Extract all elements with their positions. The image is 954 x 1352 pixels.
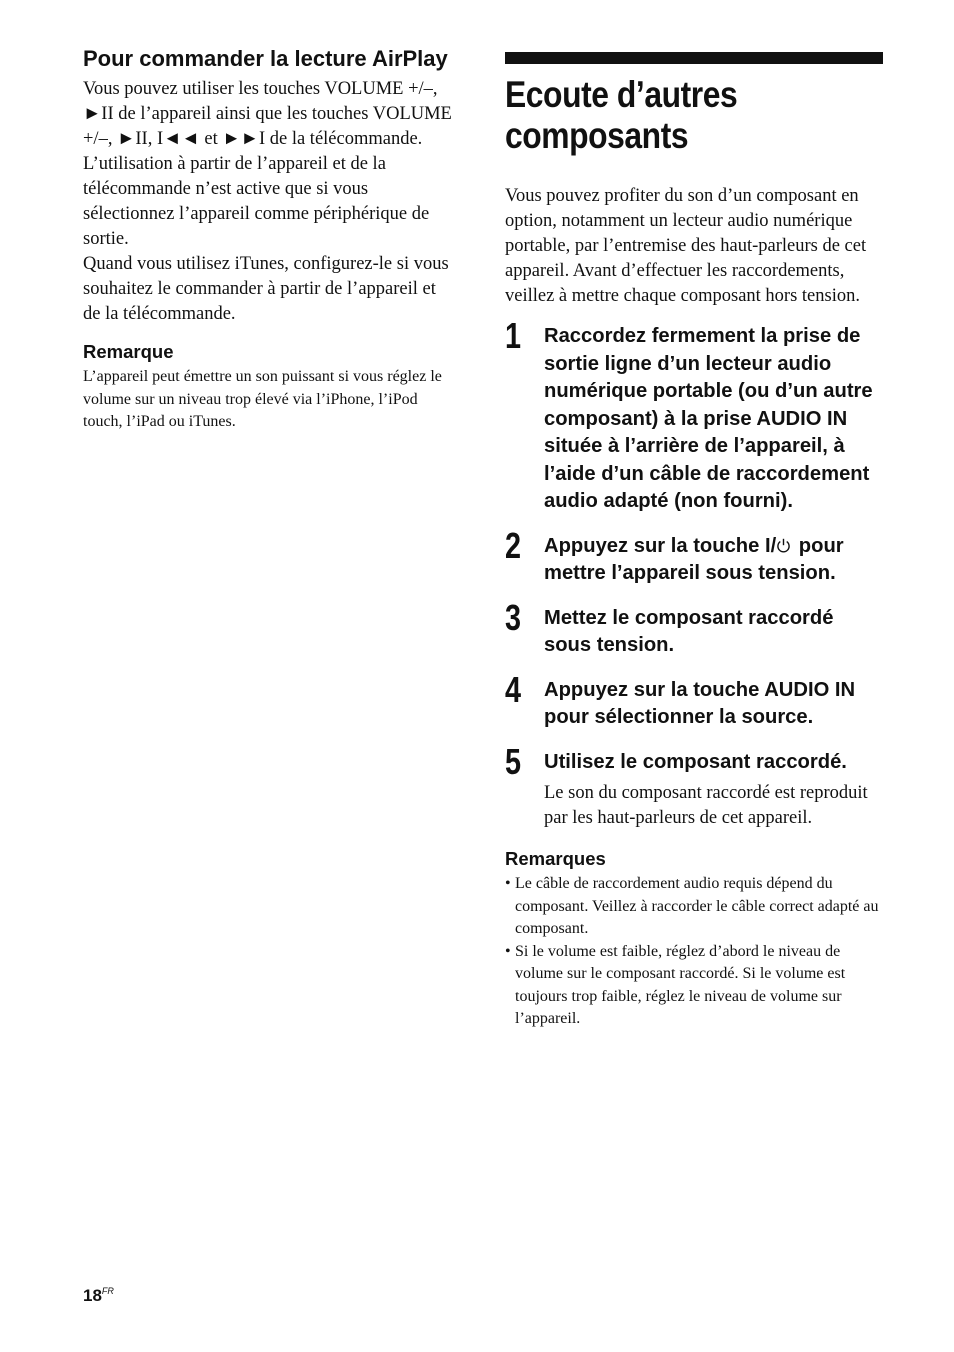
note-heading: Remarque — [83, 341, 174, 362]
page-number — [83, 1281, 114, 1306]
step-text: Appuyez sur la touche AUDIO IN pour sélectionner la source. — [544, 678, 856, 728]
note-item-text: Le câble de raccordement audio requis dépend du composant. Veillez à raccorder le câble correct adapté au composant. — [515, 875, 879, 937]
step-detail: Le son du composant raccordé est reproduit par les haut-parleurs de cet appareil. — [544, 783, 868, 828]
right-column — [505, 52, 883, 1031]
airplay-paragraph-2: Quand vous utilisez iTunes, configurez-le si vous souhaitez le commander à partir de l’appareil et de la télécommande. — [83, 254, 449, 324]
page-number-value: 18 — [83, 1286, 102, 1305]
notes-heading: Remarques — [505, 848, 606, 869]
step-number: 5 — [505, 740, 522, 782]
step-text — [544, 533, 883, 588]
left-column — [83, 46, 455, 434]
step-3 — [505, 596, 883, 660]
step-number: 4 — [505, 668, 522, 710]
step-number: 2 — [505, 524, 522, 566]
list-item — [505, 941, 883, 1031]
note-text: L’appareil peut émettre un son puissant si vous réglez le volume sur un niveau trop élevé via l’iPhone, l’iPod touch, l’iPad ou iTunes. — [83, 368, 442, 430]
step-text: Utilisez le composant raccordé. — [544, 750, 847, 773]
section-intro: Vous pouvez profiter du son d’un composant en option, notamment un lecteur audio numérique portable, par l’entremise des haut-parleurs de cet appareil. Avant d’effectuer les raccordements, veillez à mettre chaque composant hors tension. — [505, 186, 867, 306]
step-number: 1 — [505, 315, 522, 356]
step-text-before: Appuyez sur la touche I/ — [544, 534, 777, 557]
step-2 — [505, 524, 883, 588]
power-icon — [776, 538, 791, 553]
list-item — [505, 873, 883, 941]
airplay-heading: Pour commander la lecture AirPlay — [83, 46, 448, 71]
step-5 — [505, 740, 883, 832]
step-4 — [505, 668, 883, 732]
notes-list — [505, 873, 883, 1031]
step-1 — [505, 315, 883, 516]
bullet-marker: • — [505, 942, 511, 960]
step-number: 3 — [505, 596, 522, 638]
step-text: Mettez le composant raccordé sous tension. — [544, 606, 834, 656]
bullet-marker: • — [505, 875, 511, 892]
section-rule — [505, 52, 883, 64]
page-language-suffix: FR — [101, 1286, 114, 1296]
airplay-paragraph-1: Vous pouvez utiliser les touches VOLUME +/–, ►II de l’appareil ainsi que les touches VOLUME +/–, ►II, I◄◄ et ►►I de la télécommande. L’utilisation à partir de l’appareil et de la télécommande n’est active que si vous sélectionnez l’appareil comme périphérique de sortie. — [83, 79, 452, 249]
steps-list — [505, 315, 883, 831]
step-text: Raccordez fermement la prise de sortie ligne d’un lecteur audio numérique portable (ou d’un autre composant) à la prise AUDIO IN située à l’arrière de l’appareil, à l’aide d’un câble de raccordement audio adapté (non fourni). — [544, 325, 873, 512]
note-item-text: Si le volume est faible, réglez d’abord le niveau de volume sur le composant raccordé. Si le volume est toujours trop faible, réglez le niveau de volume sur l’appareil. — [515, 942, 846, 1027]
step-text-after: pour mettre l’appareil sous tension. — [544, 534, 844, 584]
section-title: Ecoute d’autres composants — [505, 74, 738, 156]
